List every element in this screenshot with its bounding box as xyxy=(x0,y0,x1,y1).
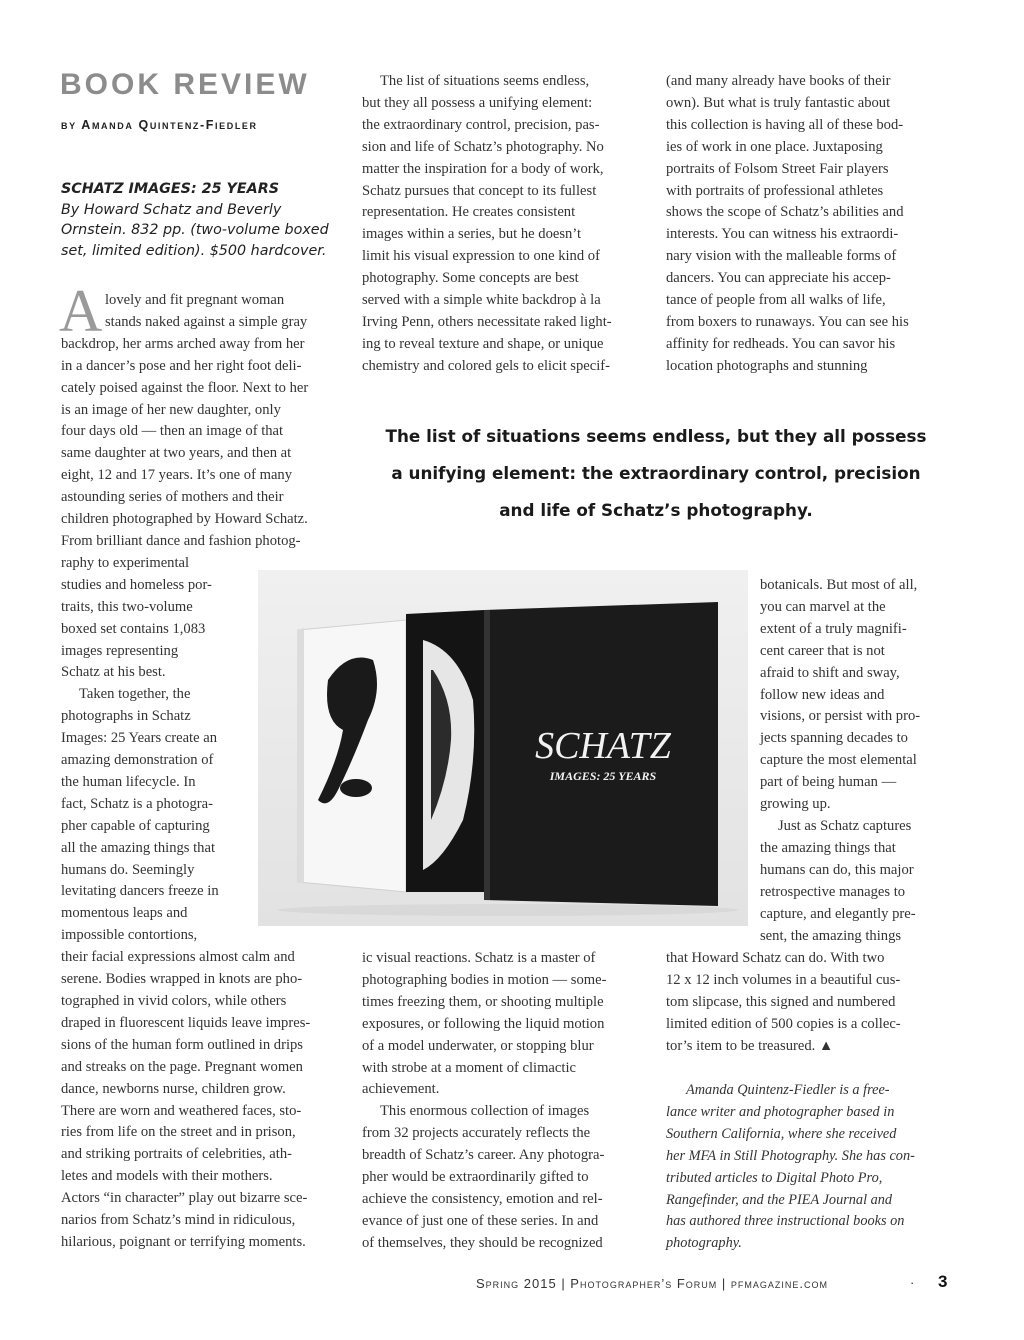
text-line: visions, or persist with pro- xyxy=(760,708,921,725)
text-line: that Howard Schatz can do. With two xyxy=(666,950,885,966)
text-line: dance, newborns nurse, children grow. xyxy=(61,1080,286,1097)
text-line: this collection is having all of these bod- xyxy=(666,116,904,133)
text-line: jects spanning decades to xyxy=(760,730,908,747)
pull-quote xyxy=(340,418,972,529)
text-line: and life of Schatz’s photography. xyxy=(499,500,813,520)
text-line: limited edition of 500 copies is a collec- xyxy=(666,1015,901,1032)
text-line: botanicals. But most of all, xyxy=(760,577,918,593)
book-credit-line: By Howard Schatz and Beverly xyxy=(61,201,282,218)
text-line: serene. Bodies wrapped in knots are pho- xyxy=(61,971,303,988)
section-kicker: BOOK REVIEW xyxy=(60,68,310,101)
text-line: her MFA in Still Photography. She has con- xyxy=(666,1147,915,1164)
column-3-middle-text xyxy=(760,575,960,947)
page-number: 3 xyxy=(938,1272,948,1291)
column-3-bottom-text xyxy=(666,948,958,1058)
text-line: Schatz pursues that concept to its fullest xyxy=(362,182,597,199)
text-line: a unifying element: the extraordinary control, precision xyxy=(391,463,921,483)
text-line: growing up. xyxy=(760,796,831,813)
text-line: part of being human — xyxy=(760,774,897,791)
text-line: cately poised against the floor. Next to her xyxy=(61,379,309,396)
text-line: pher would be extraordinarily gifted to xyxy=(362,1169,589,1186)
text-line: location photographs and stunning xyxy=(666,357,868,374)
text-line: lance writer and photographer based in xyxy=(666,1103,895,1120)
text-line: (and many already have books of their xyxy=(666,73,891,89)
text-line: This enormous collection of images xyxy=(380,1103,590,1120)
text-line: capture the most elemental xyxy=(760,752,917,769)
text-line: traits, this two-volume xyxy=(61,598,193,615)
text-line: pher capable of capturing xyxy=(61,817,210,834)
text-line: exposures, or following the liquid motion xyxy=(362,1015,605,1032)
text-line: astounding series of mothers and their xyxy=(61,489,284,506)
book-info xyxy=(61,179,361,261)
text-line: from boxers to runaways. You can see his xyxy=(666,313,909,330)
text-line: Southern California, where she received xyxy=(666,1125,897,1142)
text-line: you can marvel at the xyxy=(760,598,886,615)
book-credit-line: set, limited edition). $500 hardcover. xyxy=(61,242,327,259)
text-line: nary vision with the malleable forms of xyxy=(666,248,897,265)
text-line: tance of people from all walks of life, xyxy=(666,292,886,309)
text-line: children photographed by Howard Schatz. xyxy=(61,511,308,528)
text-line: Rangefinder, and the PIEA Journal and xyxy=(666,1191,893,1208)
text-line: eight, 12 and 17 years. It’s one of many xyxy=(61,467,293,484)
text-line: studies and homeless por- xyxy=(61,576,212,593)
column-2-bottom-text xyxy=(362,948,654,1255)
byline: by Amanda Quintenz-Fiedler xyxy=(61,118,258,132)
text-line: lovely and fit pregnant woman xyxy=(105,292,285,308)
column-2-top-text xyxy=(362,71,654,378)
text-line: of themselves, they should be recognized xyxy=(362,1234,603,1251)
text-line: cent career that is not xyxy=(760,642,885,659)
text-line: stands naked against a simple gray xyxy=(105,313,308,330)
text-line: is an image of her new daughter, only xyxy=(61,401,281,418)
text-line: impossible contortions, xyxy=(61,927,198,944)
text-line: The list of situations seems endless, but they all possess xyxy=(385,426,927,446)
author-bio xyxy=(666,1080,958,1255)
text-line: draped in fluorescent liquids leave impres- xyxy=(61,1014,311,1031)
text-line: interests. You can witness his extraordi- xyxy=(666,226,899,243)
text-line: Taken together, the xyxy=(79,686,191,703)
text-line: ries from life on the street and in prison, xyxy=(61,1124,296,1141)
text-line: images within a series, but he doesn’t xyxy=(362,226,581,243)
footer-separator-dot: · xyxy=(910,1275,916,1290)
footer-publication-line: Spring 2015 | Photographer’s Forum | pfmagazine.com xyxy=(476,1276,828,1291)
text-line: the human lifecycle. In xyxy=(61,773,196,790)
text-line: There are worn and weathered faces, sto- xyxy=(61,1102,302,1119)
text-line: levitating dancers freeze in xyxy=(61,883,219,900)
text-line: the extraordinary control, precision, pas- xyxy=(362,116,600,133)
text-line: representation. He creates consistent xyxy=(362,204,576,221)
text-line: raphy to experimental xyxy=(61,554,190,571)
text-line: tom slipcase, this signed and numbered xyxy=(666,993,896,1010)
text-line: letes and models with their mothers. xyxy=(61,1168,273,1185)
text-line: afraid to shift and sway, xyxy=(760,664,900,681)
drop-cap: A xyxy=(59,278,103,344)
book-title: SCHATZ IMAGES: 25 YEARS xyxy=(61,181,280,197)
text-line: follow new ideas and xyxy=(760,686,885,703)
text-line: photography. xyxy=(666,1235,742,1252)
text-line: matter the inspiration for a body of work, xyxy=(362,160,604,177)
text-line: Irving Penn, others necessitate raked light- xyxy=(362,313,612,330)
text-line: shows the scope of Schatz’s abilities and xyxy=(666,204,904,221)
text-line: fact, Schatz is a photogra- xyxy=(61,795,213,812)
book-credit-line: Ornstein. 832 pp. (two-volume boxed xyxy=(61,222,329,238)
text-line: own). But what is truly fantastic about xyxy=(666,94,891,111)
text-line: hilarious, poignant or terrifying moments. xyxy=(61,1233,306,1250)
text-line: of a model underwater, or stopping blur xyxy=(362,1037,594,1054)
text-line: same daughter at two years, and then at xyxy=(61,445,292,462)
text-line: all the amazing things that xyxy=(61,839,216,856)
text-line: humans can do, this major xyxy=(760,861,914,878)
text-line: backdrop, her arms arched away from her xyxy=(61,335,305,352)
text-line: 12 x 12 inch volumes in a beautiful cus- xyxy=(666,971,901,988)
text-line: and striking portraits of celebrities, ath- xyxy=(61,1146,292,1163)
text-line: photographing bodies in motion — some- xyxy=(362,971,607,988)
text-line: evance of just one of these series. In and xyxy=(362,1212,599,1229)
text-line: has authored three instructional books on xyxy=(666,1213,905,1230)
text-line: images representing xyxy=(61,642,179,659)
box-title-text: SCHATZ xyxy=(535,725,671,767)
column-3-top-text xyxy=(666,71,958,378)
text-line: their facial expressions almost calm and xyxy=(61,949,295,966)
text-line: Schatz at his best. xyxy=(61,664,166,681)
book-box-set-photo xyxy=(258,570,748,926)
text-line: but they all possess a unifying element: xyxy=(362,94,593,111)
text-line: with portraits of professional athletes xyxy=(666,182,884,199)
text-line: portraits of Folsom Street Fair players xyxy=(666,160,889,177)
text-line: From brilliant dance and fashion photog- xyxy=(61,532,301,549)
box-set-illustration xyxy=(258,570,748,926)
text-line: photography. Some concepts are best xyxy=(362,270,579,287)
text-line: The list of situations seems endless, xyxy=(380,73,590,89)
text-line: tributed articles to Digital Photo Pro, xyxy=(666,1169,883,1186)
text-line: with strobe at a moment of climactic xyxy=(362,1059,576,1076)
text-line: ic visual reactions. Schatz is a master of xyxy=(362,950,596,966)
text-line: from 32 projects accurately reflects the xyxy=(362,1125,591,1142)
text-line: times freezing them, or shooting multiple xyxy=(362,993,604,1010)
text-line: four days old — then an image of that xyxy=(61,423,284,440)
text-line: Amanda Quintenz-Fiedler is a free- xyxy=(686,1082,890,1098)
box-subtitle-text: IMAGES: 25 YEARS xyxy=(549,769,657,783)
text-line: Just as Schatz captures xyxy=(778,817,912,834)
text-line: dancers. You can appreciate his accep- xyxy=(666,270,891,287)
text-line: narios from Schatz’s mind in ridiculous, xyxy=(61,1212,296,1229)
text-line: boxed set contains 1,083 xyxy=(61,620,206,637)
text-line: Actors “in character” play out bizarre sce- xyxy=(61,1190,308,1207)
text-line: photographs in Schatz xyxy=(61,708,191,725)
text-line: sions of the human form outlined in drips xyxy=(61,1036,303,1053)
text-line: tographed in vivid colors, while others xyxy=(61,993,287,1009)
text-line: extent of a truly magnifi- xyxy=(760,620,907,637)
text-line: chemistry and colored gels to elicit specif- xyxy=(362,357,611,374)
text-line: amazing demonstration of xyxy=(61,752,214,769)
text-line: retrospective manages to xyxy=(760,883,906,900)
text-line: breadth of Schatz’s career. Any photogra- xyxy=(362,1147,605,1164)
text-line: achievement. xyxy=(362,1081,440,1098)
text-line: achieve the consistency, emotion and rel- xyxy=(362,1190,603,1207)
text-line: humans do. Seemingly xyxy=(61,861,195,878)
text-line: and streaks on the page. Pregnant women xyxy=(61,1058,303,1075)
text-line: limit his visual expression to one kind of xyxy=(362,248,600,265)
text-line: Images: 25 Years create an xyxy=(61,730,218,747)
text-line: momentous leaps and xyxy=(61,905,188,922)
text-line: ies of work in one place. Juxtaposing xyxy=(666,138,883,155)
text-line: affinity for redheads. You can savor his xyxy=(666,335,896,352)
text-line: served with a simple white backdrop à la xyxy=(362,292,601,309)
text-line: the amazing things that xyxy=(760,839,896,856)
text-line: sent, the amazing things xyxy=(760,927,902,944)
text-line: ing to reveal texture and shape, or unique xyxy=(362,335,604,352)
text-line: tor’s item to be treasured. ▲ xyxy=(666,1037,834,1054)
text-line: sion and life of Schatz’s photography. No xyxy=(362,138,604,155)
text-line: capture, and elegantly pre- xyxy=(760,905,916,922)
text-line: in a dancer’s pose and her right foot deli- xyxy=(61,357,302,374)
